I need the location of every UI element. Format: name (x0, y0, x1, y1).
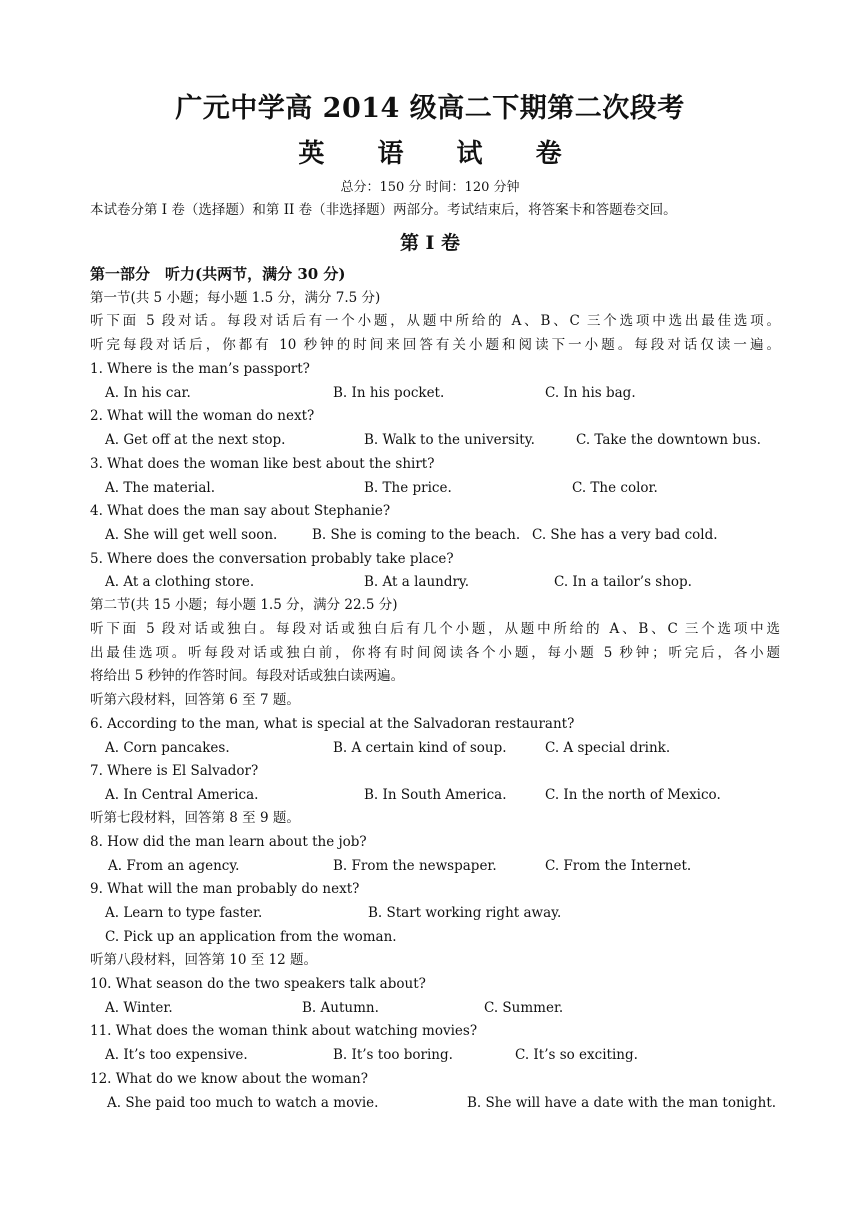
option-a: A. It’s too expensive. (105, 1047, 248, 1063)
option-a: A. Learn to type faster. (105, 905, 263, 921)
question-stem: 7. Where is El Salvador? (90, 763, 259, 779)
option-c: C. Pick up an application from the woman. (105, 929, 397, 945)
question-stem: 9. What will the man probably do next? (90, 881, 360, 897)
option-b: B. Autumn. (302, 1000, 379, 1016)
option-a: A. At a clothing store. (105, 574, 255, 590)
option-b: B. At a laundry. (364, 574, 470, 590)
exam-intro: 本试卷分第 I 卷（选择题）和第 II 卷（非选择题）两部分。考试结束后，将答案卡和答题卷交回。 (90, 202, 677, 218)
option-a: A. She will get well soon. (105, 527, 278, 543)
option-c: C. Summer. (484, 1000, 564, 1016)
question-stem: 8. How did the man learn about the job? (90, 834, 367, 850)
option-b: B. She will have a date with the man tonight. (467, 1095, 777, 1111)
question-stem: 11. What does the woman think about watching movies? (90, 1023, 478, 1039)
instruction-line: 听下面 5 段对话或独白。每段对话或独白后有几个小题，从题中所给的 A、B、C 三个选项中选 (90, 621, 780, 637)
exam-meta: 总分：150 分 时间：120 分钟 (340, 180, 520, 195)
instruction-line: 将给出 5 秒钟的作答时间。每段对话或独白读两遍。 (90, 668, 405, 684)
question-stem: 12. What do we know about the woman? (90, 1071, 368, 1087)
material-note: 听第七段材料，回答第 8 至 9 题。 (90, 810, 300, 826)
option-c: C. It’s so exciting. (515, 1047, 638, 1063)
option-b: B. Start working right away. (368, 905, 562, 921)
section2-instructions (90, 618, 780, 689)
option-a: A. In Central America. (105, 787, 259, 803)
option-b: B. The price. (364, 480, 452, 496)
option-b: B. She is coming to the beach. (312, 527, 521, 543)
option-c: C. In the north of Mexico. (545, 787, 721, 803)
question-stem: 4. What does the man say about Stephanie? (90, 503, 391, 519)
option-b: B. Walk to the university. (364, 432, 535, 448)
option-a: A. Corn pancakes. (105, 740, 230, 756)
exam-title: 广元中学高 2014 级高二下期第二次段考 (175, 93, 685, 124)
option-c: C. Take the downtown bus. (576, 432, 761, 448)
option-a: A. The material. (105, 480, 216, 496)
volume-title: 第 I 卷 (399, 232, 461, 254)
option-c: C. She has a very bad cold. (532, 527, 718, 543)
material-note: 听第八段材料，回答第 10 至 12 题。 (90, 952, 318, 968)
option-a: A. From an agency. (108, 858, 240, 874)
instruction-line: 听完每段对话后，你都有 10 秒钟的时间来回答有关小题和阅读下一小题。每段对话仅读一遍。 (90, 336, 780, 353)
question-stem: 5. Where does the conversation probably take place? (90, 551, 454, 567)
instruction-line: 听下面 5 段对话。每段对话后有一个小题，从题中所给的 A、B、C 三个选项中选出最佳选项。 (90, 313, 780, 329)
section1-title: 第一节(共 5 小题；每小题 1.5 分，满分 7.5 分) (90, 290, 381, 306)
option-c: C. From the Internet. (545, 858, 692, 874)
option-c: C. In his bag. (545, 385, 636, 401)
question-stem: 2. What will the woman do next? (90, 408, 315, 424)
section2-title: 第二节(共 15 小题；每小题 1.5 分，满分 22.5 分) (90, 597, 398, 613)
option-b: B. A certain kind of soup. (333, 740, 507, 756)
question-stem: 1. Where is the man’s passport? (90, 361, 310, 377)
option-a: A. In his car. (105, 385, 191, 401)
option-b: B. From the newspaper. (333, 858, 497, 874)
option-b: B. It’s too boring. (333, 1047, 453, 1063)
option-a: A. She paid too much to watch a movie. (107, 1095, 379, 1111)
material-note: 听第六段材料，回答第 6 至 7 题。 (90, 692, 300, 708)
instruction-line: 出最佳选项。听每段对话或独白前，你将有时间阅读各个小题，每小题 5 秒钟；听完后，各小题 (90, 644, 780, 661)
option-b: B. In South America. (364, 787, 507, 803)
part1-title: 第一部分 听力(共两节，满分 30 分) (90, 265, 346, 283)
option-a: A. Get off at the next stop. (105, 432, 286, 448)
section1-instructions (90, 310, 780, 357)
option-b: B. In his pocket. (333, 385, 445, 401)
question-stem: 10. What season do the two speakers talk about? (90, 976, 426, 992)
exam-subtitle: 英 语 试 卷 (298, 139, 584, 169)
option-c: C. The color. (572, 480, 658, 496)
option-c: C. In a tailor’s shop. (554, 574, 692, 590)
option-a: A. Winter. (105, 1000, 173, 1016)
option-c: C. A special drink. (545, 740, 671, 756)
question-stem: 6. According to the man, what is special at the Salvadoran restaurant? (90, 716, 575, 732)
question-stem: 3. What does the woman like best about the shirt? (90, 456, 435, 472)
